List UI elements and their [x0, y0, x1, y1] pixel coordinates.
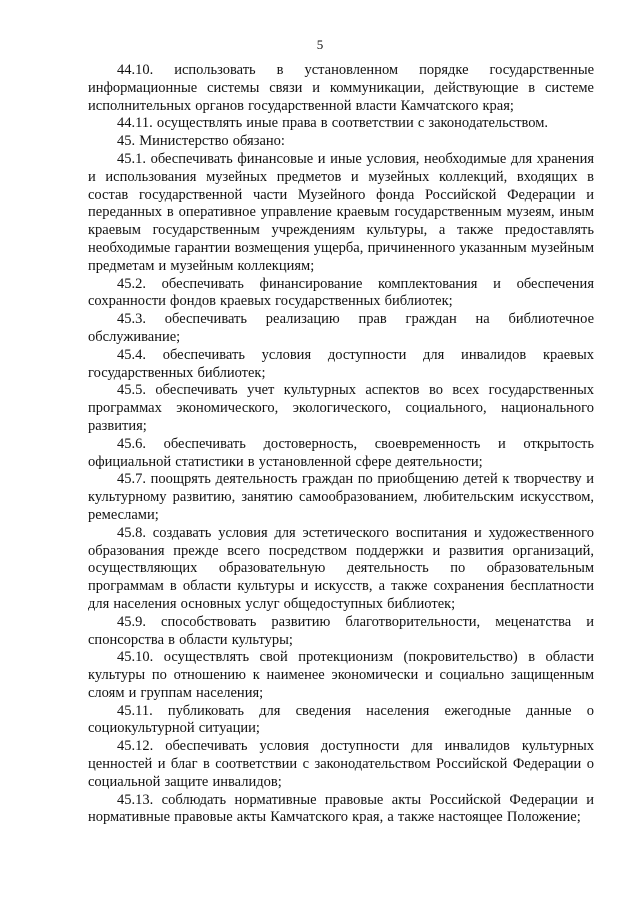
paragraph-45: 45. Министерство обязано:	[117, 133, 285, 150]
paragraph-45-7: 45.7. поощрять деятельность граждан по приобщению детей к творчеству и культурному развитию, занятию самообразованием, любительским искусством, ремеслами;	[88, 471, 594, 523]
paragraph-45-5: 45.5. обеспечивать учет культурных аспектов во всех государственных программах экономического, экологического, социального, национального развития;	[88, 382, 594, 434]
paragraph-45-3: 45.3. обеспечивать реализацию прав граждан на библиотечное обслуживание;	[88, 311, 594, 345]
paragraph-44-11: 44.11. осуществлять иные права в соответствии с законодательством.	[117, 115, 549, 132]
paragraph-45-8: 45.8. создавать условия для эстетического воспитания и художественного образования прежде всего посредством поддержки и развития организаций, осуществляющих образовательную деятельность по образовательным программам в области культуры и искусств, а также сохранения бесплатности для населения основных услуг общедоступных библиотек;	[88, 524, 594, 612]
paragraph-45-10: 45.10. осуществлять свой протекционизм (покровительство) в области культуры по отношению к наименее экономически и социально защищенным слоям и группам населения;	[88, 649, 594, 701]
paragraph-44-10: 44.10. использовать в установленном порядке государственные информационные системы связи и коммуникации, действующие в системе исполнительных органов государственной власти Камчатского края;	[88, 62, 594, 114]
paragraph-45-13: 45.13. соблюдать нормативные правовые акты Российской Федерации и нормативные правовые акты Камчатского края, а также настоящее Положение;	[88, 791, 594, 826]
paragraph-45-11: 45.11. публиковать для сведения населения ежегодные данные о социокультурной ситуации;	[88, 702, 594, 737]
paragraph-45-9: 45.9. способствовать развитию благотворительности, меценатства и спонсорства в области культуры;	[88, 613, 594, 648]
paragraph-45-4: 45.4. обеспечивать условия доступности для инвалидов краевых государственных библиотек;	[88, 346, 594, 381]
paragraph-45-1: 45.1. обеспечивать финансовые и иные условия, необходимые для хранения и использования музейных предметов и музейных коллекций, входящих в состав государственной части Музейного фонда Российской Федерации и переданных в оперативное управление краевым государственным музеям, иным краевым государственным учреждениям культуры, а также предоставлять необходимые гарантии возмещения ущерба, причиненного указанным музейным предметам и музейным коллекциям;	[88, 150, 594, 274]
paragraph-45-6: 45.6. обеспечивать достоверность, своевременность и открытость официальной статистики в установленной сфере деятельности;	[88, 435, 594, 470]
document-body	[88, 62, 594, 827]
paragraph-45-2: 45.2. обеспечивать финансирование комплектования и обеспечения сохранности фондов краевых государственных библиотек;	[88, 275, 594, 310]
paragraph-45-12: 45.12. обеспечивать условия доступности для инвалидов культурных ценностей и благ в соответствии с законодательством Российской Федерации о социальной защите инвалидов;	[88, 738, 594, 790]
page-number: 5	[316, 37, 324, 52]
